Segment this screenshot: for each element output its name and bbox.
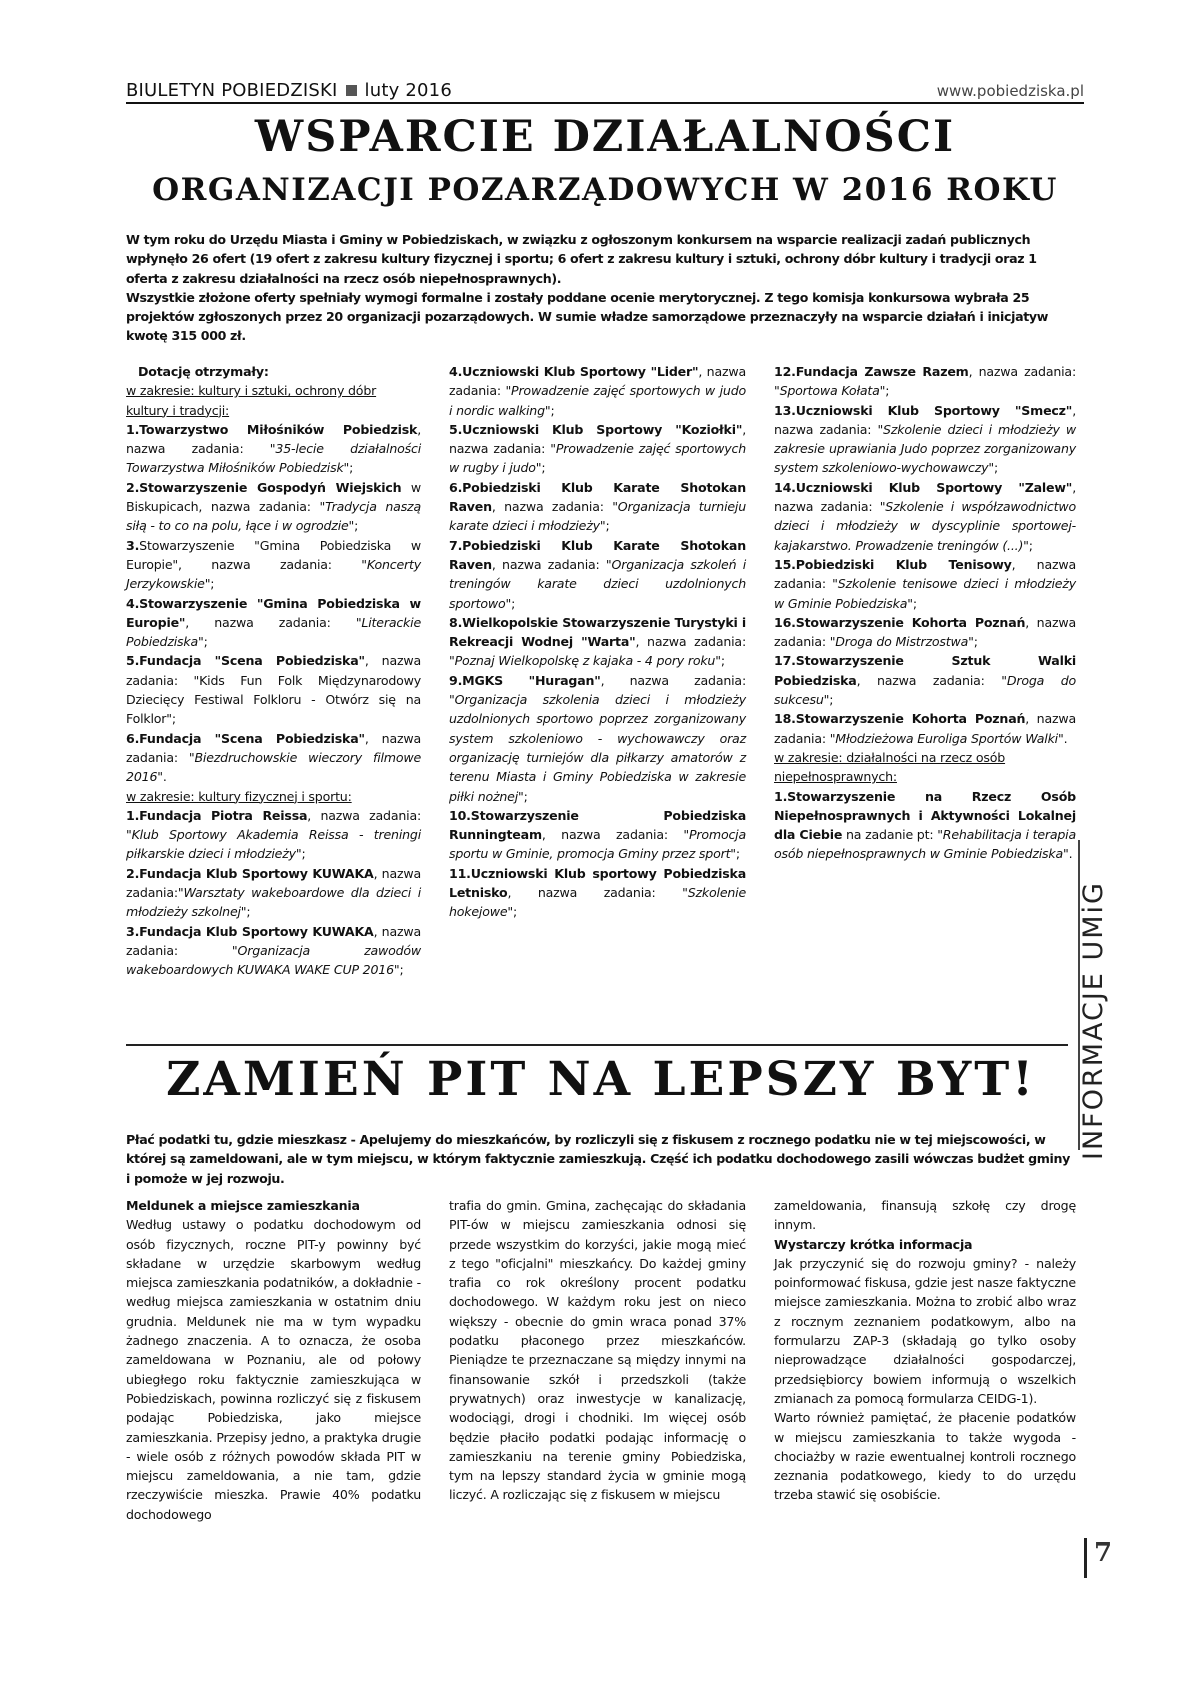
- grant-text: , nazwa zadania:: [126, 865, 421, 901]
- grant-item: [774, 709, 1076, 748]
- grant-text: ;: [246, 904, 251, 920]
- grant-number: 8.: [449, 614, 463, 630]
- publication-name: BIULETYN POBIEDZISKI: [126, 80, 338, 101]
- grant-task-name: "Organizacja turnieju karate dzieci i młodzieży": [449, 499, 746, 534]
- grant-text: ;: [550, 402, 555, 418]
- grant-organization: Wielkopolskie Stowarzyszenie Turystyki i Rekreacji Wodnej "Warta": [449, 614, 746, 650]
- grant-text: , nazwa zadania:: [635, 634, 746, 650]
- pit-paragraph: zameldowania, finansują szkołę czy drogę innym.: [774, 1198, 1076, 1233]
- grant-text: .: [1068, 846, 1073, 862]
- grant-item: [774, 613, 1076, 652]
- grant-text: .: [162, 769, 167, 785]
- grant-text: , nazwa zadania:: [774, 711, 1077, 746]
- grant-text: ;: [720, 653, 725, 669]
- grant-text: , nazwa zadania:: [185, 614, 356, 630]
- grant-text: ;: [735, 846, 740, 862]
- grant-text: , nazwa zadania:: [541, 827, 684, 843]
- grant-task-name: "Warsztaty wakeboardowe dla dzieci i młodzieży szkolnej": [126, 885, 421, 920]
- lead-paragraph: Wszystkie złożone oferty spełniały wymogi formalne i zostały poddane ocenie merytorycznej. Z tego komisja konkursowa wybrała 25 projektów zgłoszonych przez 20 organizacji pozarządowych. W sumie władze samorządowe przeznaczyły na wsparcie działań i inicjatyw kwotę 315 000 zł.: [126, 289, 1049, 344]
- grant-organization: Fundacja "Scena Pobiedziska": [139, 730, 365, 746]
- grant-item: [126, 651, 421, 728]
- pit-article-title: ZAMIEŃ PIT NA LEPSZY BYT!: [166, 1052, 1036, 1107]
- grant-text: ;: [354, 518, 359, 534]
- grant-item: [126, 420, 421, 478]
- article-column-2: [449, 362, 746, 1022]
- grant-text: ;: [973, 634, 978, 650]
- grant-organization: Stowarzyszenie Gospodyń Wiejskich: [139, 479, 402, 495]
- grant-item: [126, 806, 421, 864]
- grant-organization: Uczniowski Klub Sportowy "Zalew": [795, 479, 1073, 495]
- culture-grants-list: [126, 420, 421, 787]
- grant-organization: Stowarzyszenie "Gmina Pobiedziska w Europie": [126, 595, 421, 630]
- pit-subheading: Wystarczy krótka informacja: [774, 1236, 973, 1252]
- grant-organization: Stowarzyszenie Sztuk Walki Pobiedziska: [774, 653, 1076, 688]
- pit-paragraph: Według ustawy o podatku dochodowym od osób fizycznych, roczne PIT-y powinny być składane w urzędzie skarbowym według miejsca zamieszkania podatników, a dokładnie - według miejsca zamieszkania w ostatnim dniu grudnia. Meldunek nie ma w tym wypadku żadnego znaczenia. A to oznacza, że osoba zameldowana w Poznaniu, ale od połowy ubiegłego roku faktycznie zamieszkująca w Pobiedziskach, powinna rozliczyć się z fiskusem podając Pobiedziska, jako miejsce zamieszkania. Przepisy jedno, a praktyka drugie - wiele osób z różnych powodów składa PIT w miejscu zameldowania, a nie tam, gdzie rzeczywiście mieszka. Prawie 40% podatku dochodowego: [126, 1217, 421, 1522]
- pit-subheading: Meldunek a miejsce zamieszkania: [126, 1198, 360, 1213]
- grant-number: 12.: [774, 364, 796, 379]
- pit-paragraph: Jak przyczynić się do rozwoju gminy? - należy poinformować fiskusa, gdzie jest nasze faktyczne miejsce zamieszkania. Można to zrobić albo wraz z rocznym zeznaniem podatkowym, albo na formularzu ZAP-3 (składają go tylko osoby nieprowadzące działalności gospodarczej, przedsiębiorcy bowiem informują o wszelkich zmianach za pomocą formularza CEIDG-1).: [774, 1255, 1076, 1406]
- grant-text: ;: [541, 460, 546, 476]
- grant-task-name: "Klub Sportowy Akademia Reissa - treningi piłkarskie dzieci i młodzieży": [126, 827, 421, 862]
- grant-task-name: "Biezdruchowskie wieczory filmowe 2016": [126, 749, 422, 785]
- grant-item: [449, 362, 746, 420]
- page-number: 7: [1094, 1538, 1113, 1568]
- grant-number: 5.: [449, 421, 463, 437]
- grant-item: [774, 478, 1076, 555]
- grant-task-name: "Poznaj Wielkopolskę z kajaka - 4 pory roku": [449, 653, 721, 669]
- grant-text: ;: [511, 595, 516, 611]
- grant-task-name: "Literackie Pobiedziska": [126, 614, 421, 650]
- article-column-1: [126, 362, 421, 1022]
- sport-grants-list-continued: [774, 362, 1076, 748]
- sport-grants-list-continued: [449, 362, 746, 922]
- lead-paragraph: W tym roku do Urzędu Miasta i Gminy w Pobiedziskach, w związku z ogłoszonym konkursem na wsparcie realizacji zadań publicznych wpłynęło 26 ofert (19 ofert z zakresu kultury fizycznej i sportu; 6 ofert z zakresu kultury i sztuki, ochrony dóbr kultury i tradycji oraz 1 oferta z zakresu działalności na rzecz osób niepełnosprawnych).: [126, 232, 1037, 286]
- grant-text: , nazwa zadania:: [449, 421, 746, 457]
- grant-number: 11.: [449, 865, 471, 881]
- section-disabled-heading: w zakresie: działalności na rzecz osób niepełnosprawnych:: [774, 749, 1006, 785]
- grant-item: [449, 420, 746, 478]
- grant-item: [774, 787, 1076, 864]
- grant-task-name: "Szkolenie i współzawodnictwo dzieci i młodzieży w dyscyplinie sportowej-kajakarstwo. Prowadzenie treningów (...)": [774, 499, 1076, 553]
- grant-number: 2.: [126, 479, 140, 495]
- grant-item: [126, 536, 421, 594]
- grant-organization: Fundacja Klub Sportowy KUWAKA: [139, 865, 374, 881]
- grant-text: , nazwa zadania:: [491, 499, 613, 515]
- grant-organization: Fundacja "Scena Pobiedziska": [139, 653, 365, 669]
- grant-text: ;: [829, 692, 834, 708]
- grant-text: ;: [993, 460, 998, 476]
- grant-item: [126, 594, 421, 652]
- article-lead: [126, 230, 1076, 346]
- header-publication: [126, 80, 452, 101]
- grant-organization: Pobiedziski Klub Karate Shotokan Raven: [449, 537, 746, 572]
- grant-item: [449, 478, 746, 536]
- grant-organization: Fundacja Piotra Reissa: [139, 807, 308, 823]
- issue-date: luty 2016: [364, 80, 452, 101]
- grant-number: 2.: [126, 865, 140, 881]
- grant-text: , nazwa zadania:: [774, 556, 1076, 592]
- grant-task-name: "Szkolenie dzieci i młodzieży w zakresie uprawiania Judo poprzez zorganizowany system szkoleniowo-wychowawczy": [774, 421, 1076, 476]
- grant-organization: Towarzystwo Miłośników Pobiedzisk: [139, 421, 418, 437]
- grant-organization: Stowarzyszenie Pobiedziska Runningteam: [449, 807, 746, 843]
- pit-column-3: [774, 1196, 1076, 1576]
- article-column-3: [774, 362, 1076, 1022]
- pit-column-2: [449, 1196, 746, 1576]
- grant-number: 17.: [774, 653, 796, 669]
- article-title-line2: ORGANIZACJI POZARZĄDOWYCH W 2016 ROKU: [152, 172, 1058, 208]
- grant-organization: Uczniowski Klub Sportowy "Koziołki": [462, 421, 743, 437]
- grant-text: Stowarzyszenie "Gmina Pobiedziska w Europie", nazwa zadania:: [126, 537, 421, 572]
- disabled-grants-list: [774, 787, 1076, 864]
- grant-number: 4.: [449, 364, 463, 379]
- grant-text: .: [1063, 730, 1068, 746]
- pit-column-1: [126, 1196, 421, 1576]
- grant-item: [774, 401, 1076, 478]
- website-link[interactable]: www.pobiedziska.pl: [936, 82, 1084, 100]
- grant-text: , nazwa zadania:: [126, 421, 421, 457]
- grant-item: [126, 922, 421, 980]
- section-sport-heading: w zakresie: kultury fizycznej i sportu:: [126, 788, 352, 804]
- pit-article-lead: Płać podatki tu, gdzie mieszkasz - Apelujemy do mieszkańców, by rozliczyli się z fiskusem z rocznego podatku nie w tej miejscowości, w której są zameldowani, ale w tym miejscu, w którym faktycznie zamieszkują. Część ich podatku dochodowego zasili wówczas budżet gminy i pomoże w jej rozwoju.: [126, 1132, 1070, 1186]
- grant-text: , nazwa zadania:: [774, 614, 1077, 650]
- grant-number: 16.: [774, 614, 796, 630]
- grant-item: [774, 555, 1076, 613]
- grant-number: 4.: [126, 595, 140, 611]
- grant-number: 6.: [449, 479, 463, 495]
- grant-number: 6.: [126, 730, 140, 746]
- grant-organization: Stowarzyszenie na Rzecz Osób Niepełnosprawnych i Aktywności Lokalnej dla Ciebie: [774, 788, 1076, 843]
- grant-text: , nazwa zadania:: [126, 730, 422, 765]
- square-bullet-icon: [346, 85, 357, 96]
- grant-organization: Pobiedziski Klub Karate Shotokan Raven: [449, 479, 746, 515]
- grant-organization: Uczniowski Klub sportowy Pobiedziska Letnisko: [449, 865, 746, 901]
- grant-task-name: "Prowadzenie zajęć sportowych w rugby i judo": [449, 441, 746, 476]
- grant-task-name: "Droga do Mistrzostwa": [829, 634, 974, 650]
- grant-organization: Fundacja Klub Sportowy KUWAKA: [139, 923, 374, 939]
- grant-item: [126, 729, 421, 787]
- grant-task-name: "Droga do sukcesu": [774, 672, 1076, 708]
- section-divider: [126, 1044, 1068, 1046]
- grant-task-name: "Młodzieżowa Euroliga Sportów Walki": [829, 730, 1064, 746]
- grant-organization: Stowarzyszenie Kohorta Poznań: [795, 711, 1026, 727]
- grant-text: , nazwa zadania:: [507, 885, 683, 901]
- grant-number: 3.: [126, 537, 140, 553]
- grant-number: 14.: [774, 479, 796, 495]
- grant-text: , nazwa zadania:: [774, 402, 1076, 437]
- grant-task-name: "Organizacja zawodów wakeboardowych KUWAKA WAKE CUP 2016": [126, 942, 421, 978]
- grant-task-name: "Organizacja szkoleń i treningów karate dzieci uzdolnionych sportowo": [449, 556, 746, 611]
- grant-text: , nazwa zadania:: [491, 556, 606, 572]
- grant-task-name: "Sportowa Kołata": [774, 383, 886, 399]
- grant-text: , nazwa zadania:: [449, 364, 746, 399]
- grant-number: 1.: [126, 421, 140, 437]
- grant-text: , nazwa zadania:: [126, 923, 421, 958]
- grant-text: ;: [523, 788, 528, 804]
- grant-text: ;: [349, 460, 354, 476]
- grant-number: 7.: [449, 537, 463, 553]
- grant-item: [774, 651, 1076, 709]
- grant-text: ;: [203, 634, 208, 650]
- grant-organization: Uczniowski Klub Sportowy "Lider": [462, 364, 699, 379]
- grant-organization: MGKS "Huragan": [462, 672, 601, 688]
- side-label-text: INFORMACJE UMiG: [1078, 881, 1109, 1160]
- grant-number: 1.: [774, 788, 788, 804]
- grant-task-name: "Rehabilitacja i terapia osób niepełnosprawnych w Gminie Pobiedziska": [774, 827, 1076, 862]
- grant-task-name: "Tradycja naszą siłą - to co na polu, łące i w ogrodzie": [126, 499, 421, 534]
- grant-text: , nazwa zadania:: [968, 364, 1076, 379]
- grant-text: , nazwa zadania:: [774, 479, 1076, 515]
- grant-text: , nazwa zadania:: [856, 672, 1002, 688]
- grant-organization: Stowarzyszenie Kohorta Poznań: [795, 614, 1026, 630]
- grant-organization: Pobiedziski Klub Tenisowy: [795, 556, 1012, 572]
- grant-text: ;: [399, 962, 404, 978]
- grant-number: 9.: [449, 672, 463, 688]
- grant-organization: Fundacja Zawsze Razem: [795, 364, 969, 379]
- grant-item: [126, 864, 421, 922]
- grant-number: 13.: [774, 402, 796, 418]
- pit-paragraph: trafia do gmin. Gmina, zachęcając do składania PIT-ów w miejscu zamieszkania odnosi się przede wszystkim do korzyści, jakie mogą mieć z tego "oficjalni" mieszkańcy. Do każdej gminy trafia co rok określony procent podatku dochodowego. W każdym roku jest on nieco większy - obecnie do gmin wraca ponad 37% podatku płaconego przez mieszkańców. Pieniądze te przeznaczane są między innymi na finansowanie szkół i przedszkoli (także prywatnych) oraz inwestycje w kanalizację, wodociągi, drogi i chodniki. Im więcej osób będzie płaciło podatki podając informację o zamieszkaniu na terenie gminy Pobiedziska, tym na lepszy standard życia w gminie mogą liczyć. A rozliczając się z fiskusem w miejscu: [449, 1198, 746, 1503]
- grant-number: 5.: [126, 653, 140, 669]
- grant-text: , nazwa zadania: "Kids Fun Folk Międzynarodowy Dziecięcy Festiwal Folkloru - Otwórz się na Folklor";: [126, 653, 422, 727]
- grant-text: ;: [301, 846, 306, 862]
- grant-text: ;: [605, 518, 610, 534]
- grant-text: w Biskupicach, nazwa zadania:: [126, 479, 421, 515]
- grant-text: ;: [885, 383, 890, 399]
- grant-item: [126, 478, 421, 536]
- grant-task-name: "Promocja sportu w Gminie, promocja Gminy przez sport": [449, 827, 746, 862]
- pit-paragraph: Warto również pamiętać, że płacenie podatków w miejscu zamieszkania to także wygoda - chociażby w razie ewentualnej kontroli rocznego zeznania podatkowego, kiedy to do urzędu trzeba stawić się osobiście.: [774, 1410, 1076, 1503]
- grant-organization: Uczniowski Klub Sportowy "Smecz": [795, 402, 1073, 418]
- grant-number: 15.: [774, 556, 796, 572]
- grant-text: na zadanie pt:: [842, 827, 938, 843]
- grant-task-name: "Prowadzenie zajęć sportowych w judo i nordic walking": [449, 383, 746, 418]
- grant-task-name: "Organizacja szkolenia dzieci i młodzieży uzdolnionych sportowo poprzez zorganizowany system szkoleniowo - wychowawczy oraz organizację turniejów dla piłkarzy amatorów z terenu Miasta i Gminy Pobiedziska w zakresie piłki nożnej": [449, 692, 746, 804]
- page-header: [126, 78, 1084, 104]
- grant-task-name: "Koncerty Jerzykowskie": [126, 556, 421, 592]
- grant-number: 1.: [126, 807, 140, 823]
- grant-text: ;: [912, 595, 917, 611]
- article-title-line1: WSPARCIE DZIAŁALNOŚCI: [254, 112, 956, 162]
- grant-item: [449, 536, 746, 613]
- grant-number: 3.: [126, 923, 140, 939]
- grant-task-name: "35-lecie działalności Towarzystwa Miłośników Pobiedzisk": [126, 441, 421, 476]
- grant-item: [449, 806, 746, 864]
- grant-item: [449, 613, 746, 671]
- grant-item: [449, 671, 746, 806]
- grant-text: ;: [1028, 537, 1033, 553]
- grant-task-name: "Szkolenie hokejowe": [449, 885, 746, 920]
- section-culture-heading: w zakresie: kultury i sztuki, ochrony dóbr kultury i tradycji:: [126, 383, 377, 418]
- grant-item: [449, 864, 746, 922]
- grant-item: [774, 362, 1076, 401]
- sport-grants-list: [126, 806, 421, 980]
- page-number-rule: [1084, 1538, 1087, 1578]
- grant-text: , nazwa zadania:: [600, 672, 746, 688]
- grant-number: 18.: [774, 711, 796, 727]
- grant-text: ;: [512, 904, 518, 920]
- grant-text: , nazwa zadania:: [307, 807, 421, 823]
- recipients-heading: Dotację otrzymały:: [138, 364, 269, 379]
- grant-number: 10.: [449, 807, 471, 823]
- grant-task-name: "Szkolenie tenisowe dzieci i młodzieży w Gminie Pobiedziska": [774, 576, 1076, 611]
- grant-text: ;: [210, 576, 215, 592]
